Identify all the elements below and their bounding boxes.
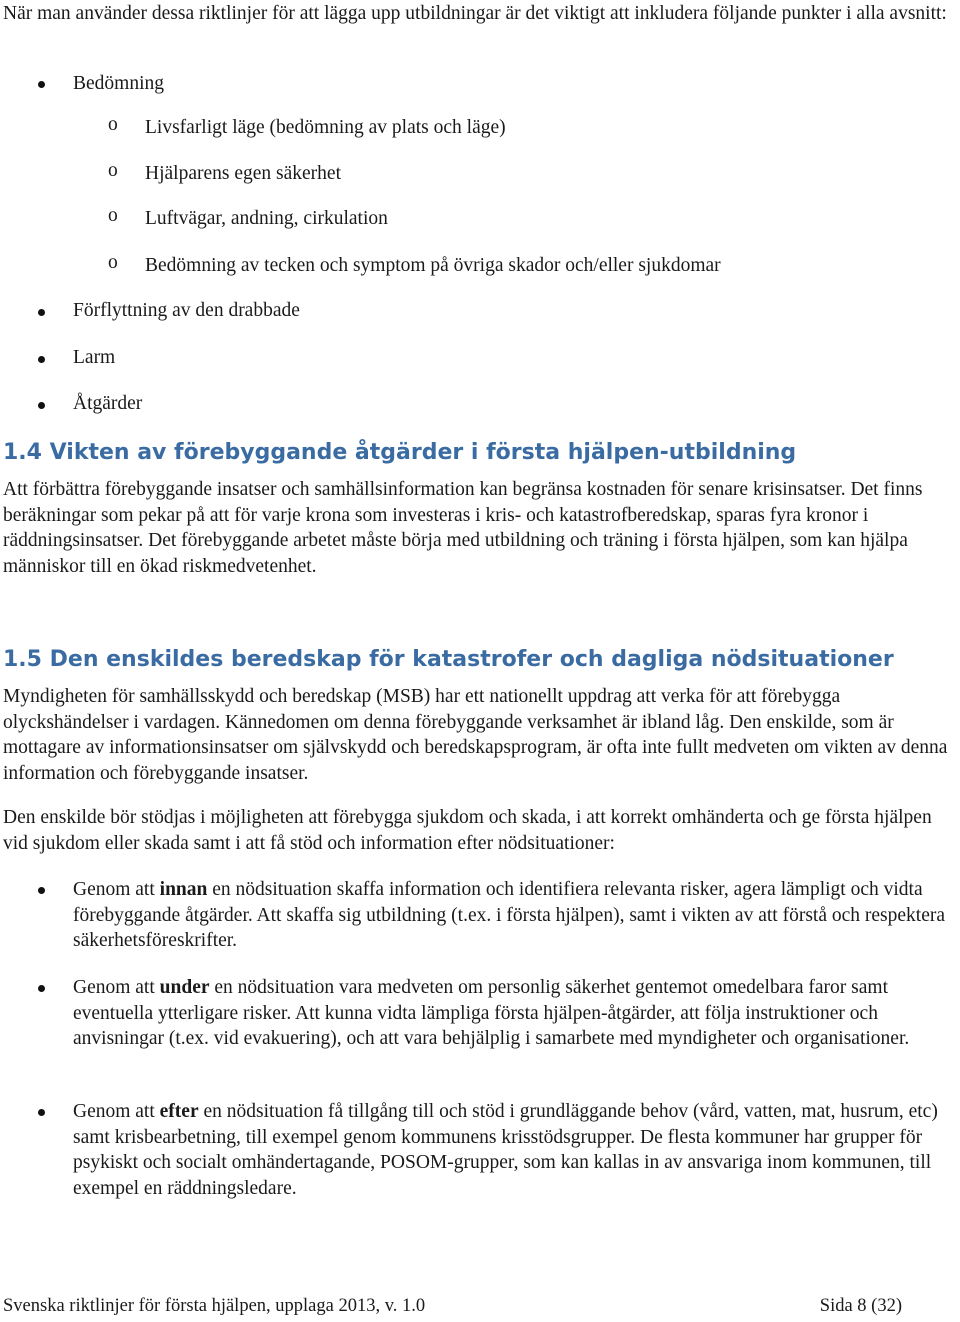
list-item-under [73,975,958,1052]
sub-item: Bedömning av tecken och symptom på övriga skador och/eller sjukdomar [145,255,721,276]
list-item-larm: Larm [73,347,116,368]
item-keyword: under [159,977,210,998]
section-heading-1-4: 1.4 Vikten av förebyggande åtgärder i första hjälpen-utbildning [3,440,797,465]
bullet-icon [38,309,45,316]
item-keyword: efter [159,1101,199,1122]
bullet-icon [38,1109,45,1116]
list-item-forflyttning: Förflyttning av den drabbade [73,300,300,321]
list-item-atgarder: Åtgärder [73,393,143,414]
sub-bullet-icon: o [108,205,118,226]
item-keyword: innan [159,879,208,900]
list-item-bedomning: Bedömning [73,73,164,94]
footer-title: Svenska riktlinjer för första hjälpen, upplaga 2013, v. 1.0 [3,1296,426,1316]
sub-item: Luftvägar, andning, cirkulation [145,208,388,229]
bullet-icon [38,402,45,409]
item-text: en nödsituation vara medveten om personlig säkerhet gentemot omedelbara faror samt eventuella ytterligare risker. Att kunna vidta lämpliga första hjälpen-åtgärder, att följa instruktioner och anvisningar (t.ex. vid evakuering), och att vara behjälplig i samarbete med myndigheter och organisationer. [73,977,910,1050]
bullet-icon [38,985,45,992]
bullet-icon [38,356,45,363]
sub-item: Hjälparens egen säkerhet [145,163,341,184]
item-lead: Genom att [73,977,160,998]
section-1-5-paragraph-2: Den enskilde bör stödjas i möjligheten att förebygga sjukdom och skada, i att korrekt omhänderta och ge första hjälpen vid sjukdom eller skada samt i att få stöd och information efter nödsituationer: [3,807,932,854]
section-1-4-paragraph: Att förbättra förebyggande insatser och samhällsinformation kan begränsa kostnaden för senare krisinsatser. Det finns beräkningar som pekar på att för varje krona som investeras i kris- och katastrofberedskap, sparas fyra kronor i räddningsinsatser. Det förebyggande arbetet måste börja med utbildning och träning i första hjälpen, som kan hjälpa människor till en ökad riskmedvetenhet. [3,479,923,577]
list-item-efter [73,1099,958,1201]
section-heading-1-5: 1.5 Den enskildes beredskap för katastrofer och dagliga nödsituationer [3,647,894,672]
item-lead: Genom att [73,879,160,900]
sub-item: Livsfarligt läge (bedömning av plats och läge) [145,117,506,138]
section-1-5-paragraph-1: Myndigheten för samhällsskydd och beredskap (MSB) har ett nationellt uppdrag att verka för att förebygga olyckshändelser i vardagen. Kännedomen om denna förebyggande verksamhet är ibland låg. Den enskilde, som är mottagare av informationsinsatser om självskydd och beredskapsprogram, är ofta inte fullt medveten om vikten av denna information och förebyggande insatser. [3,686,948,784]
bullet-icon [38,887,45,894]
sub-bullet-icon: o [108,114,118,135]
sub-bullet-icon: o [108,160,118,181]
item-text: en nödsituation skaffa information och identifiera relevanta risker, agera lämpligt och vidta förebyggande åtgärder. Att skaffa sig utbildning (t.ex. i första hjälpen), samt i vikten av att förstå och respektera säkerhetsföreskrifter. [73,879,945,952]
item-lead: Genom att [73,1101,160,1122]
item-text: en nödsituation få tillgång till och stöd i grundläggande behov (vård, vatten, mat, husrum, etc) samt krisbearbetning, till exempel genom kommunens krisstödsgrupper. De flesta kommuner har grupper för psykiskt och socialt omhändertagande, POSOM-grupper, som kan kallas in av ansvariga inom kommunen, till exempel en räddningsledare. [73,1101,938,1199]
list-item-innan [73,877,958,954]
intro-paragraph: När man använder dessa riktlinjer för att lägga upp utbildningar är det viktigt att inkludera följande punkter i alla avsnitt: [3,3,947,24]
page-number: Sida 8 (32) [819,1296,902,1316]
sub-bullet-icon: o [108,252,118,273]
bullet-icon [38,81,45,88]
